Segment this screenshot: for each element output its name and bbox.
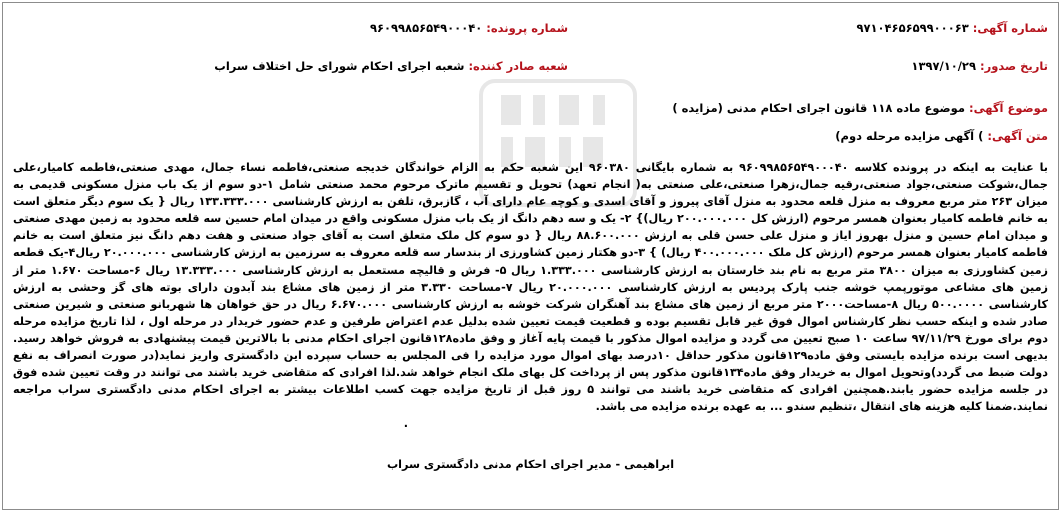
case-number-label: شماره پرونده:: [486, 21, 568, 35]
text-label: متن آگهی:: [987, 129, 1048, 143]
text-title: ) آگهی مزایده مرحله دوم): [835, 129, 984, 143]
issuing-branch-label: شعبه صادر کننده:: [468, 59, 568, 73]
issue-date: ۱۳۹۷/۱۰/۲۹: [911, 59, 976, 73]
notice-body: [13, 159, 1048, 433]
issuing-branch: شعبه اجرای احکام شورای حل اختلاف سراب: [214, 59, 465, 73]
subject: موضوع ماده ۱۱۸ قانون اجرای احکام مدنی (مزایده ): [672, 101, 966, 115]
ad-number-label: شماره آگهی:: [972, 21, 1048, 35]
text-title-row: [835, 128, 1048, 144]
ad-number: ۹۷۱۰۴۶۵۶۵۹۹۰۰۰۶۳: [856, 21, 969, 35]
case-number-row: [370, 20, 568, 36]
subject-row: [672, 100, 1048, 116]
notice-body-text: با عنایت به اینکه در پرونده کلاسه ۹۶۰۹۹۸۵۶۵۴۹۰۰۰۴۰ به شماره بایگانی ۹۶۰۳۸۰ این شعبه حکم به الزام خواندگان خدیجه صنعتی،فاطمه نساء جمال، مهدی صنعتی،فاطمه کامیار،علی جمال،شوکت صنعتی،جواد صنعتی،رقیه جمال،زهرا صنعتی،علی صنعتی به( انجام تعهد) تحویل و تقسیم ماترک مرحوم محمد صنعتی شامل ۱-دو سوم از یک باب منزل مسکونی قدیمی به میزان ۲۶۳ متر مربع معروف به منزل قلعه محدود به منزل آقای پیروز و آقای اسدی و کوچه عام دارای آب ، گازبرق، تلفن به ارزش کارشناسی ۱۳۳.۳۳۳.۰۰۰ ریال { یک سوم دیگر متعلق است به خانم فاطمه کامیار بعنوان همسر مرحوم (ارزش کل ۲۰۰.۰۰۰.۰۰۰ ریال)} ۲- یک و سه دهم دانگ از یک باب منزل مسکونی واقع در میدان امام حسین سه قلعه محدود به زمین مهدی صنعتی و میدان امام حسین و منزل بهروز ایاز و منزل علی حسن قلی به ارزش ۸۸.۶۰۰.۰۰۰ ریال { دو سوم کل ملک متعلق است به آقای جواد صنعتی و هفت دهم دانگ نیز متعلق است به خانم فاطمه کامیار بعنوان همسر مرحوم (ارزش کل ملک ۴۰۰.۰۰۰.۰۰۰ ریال) } ۳-دو هکتار زمین کشاورزی از بندسار سه قلعه معروف به سرزمین به ارزش کارشناسی ۲۰.۰۰۰.۰۰۰ ریال۴-یک قطعه زمین کشاورزی به میزان ۳۸۰۰ متر مربع به نام بند خارستان به ارزش کارشناسی ۱.۳۳۳.۰۰۰ ریال ۵- فرش و قالیچه مستعمل به ارزش کارشناسی ۱۳.۳۳۳.۰۰۰ ریال ۶-مساحت ۱.۶۷۰ متر از زمین های مشاعی موتورپمپ خوشه جنب پارک پردیس به ارزش کارشناسی ۲۰.۰۰۰.۰۰۰ ریال ۷-مساحت ۳.۳۳۰ متر از زمین های مشاع بند آبدون دارای بوته های گز وحشی به ارزش کارشناسی ۵۰۰.۰۰۰۰ ریال ۸-مساحت۲۰۰۰ متر مربع از زمین های مشاع بند آهنگران شرکت خوشه به ارزش کارشناسی ۶.۶۷۰.۰۰۰ ریال در حق خواهان ها شهربانو صنعتی و شیرین صنعتی صادر شده و اینکه حسب نظر کارشناس اموال فوق غیر قابل تقسیم بوده و قطعیت قیمت تعیین شده بدلیل عدم اعتراض طرفین و عدم حضور خریدار در مرحله اول ، لذا تاریخ مزایده مرحله دوم برای مورخ ۹۷/۱۱/۲۹ ساعت ۱۰ صبح تعیین می گردد و مزایده اموال مذکور با قیمت پایه آغاز و وفق ماده۱۲۸قانون اجرای احکام مدنی با بالاترین قیمت پیشنهادی به فروش خواهد رسید. بدیهی است برنده مزایده بایستی وفق ماده۱۲۹قانون مذکور حداقل ۱۰درصد بهای اموال مورد مزایده را فی المجلس به حساب سپرده این دادگستری واریز نماید(در صورت انصراف به نفع دولت ضبط می گردد)وتحویل اموال به خریدار وفق ماده۱۳۴قانون مذکور پس از پرداخت کل بهای ملک انجام خواهد شد.لذا افرادی که متقاضی خرید باشند می توانند در وقت تعیین شده فوق در جلسه مزایده حضور یابند.همچنین افرادی که متقاضی خرید باشند می توانند ۵ روز قبل از تاریخ مزایده جهت کسب اطلاعات بیشتر به اجرای احکام مدنی دادگستری سراب مراجعه نمایند.ضمنا کلیه هزینه های انتقال ،تنظیم سندو ... به عهده برنده مزایده می باشد.: [13, 161, 1049, 414]
subject-label: موضوع آگهی:: [969, 101, 1048, 115]
issuing-branch-row: [214, 58, 568, 74]
ad-number-row: [856, 20, 1048, 36]
notice-frame: [2, 2, 1059, 510]
issue-date-label: تاریخ صدور:: [980, 59, 1048, 73]
signature: ابراهیمی - مدیر اجرای احکام مدنی دادگستری سراب: [386, 458, 675, 471]
issue-date-row: [911, 58, 1048, 74]
trailing-mark: .: [403, 417, 408, 431]
case-number: ۹۶۰۹۹۸۵۶۵۴۹۰۰۰۴۰: [369, 21, 483, 35]
